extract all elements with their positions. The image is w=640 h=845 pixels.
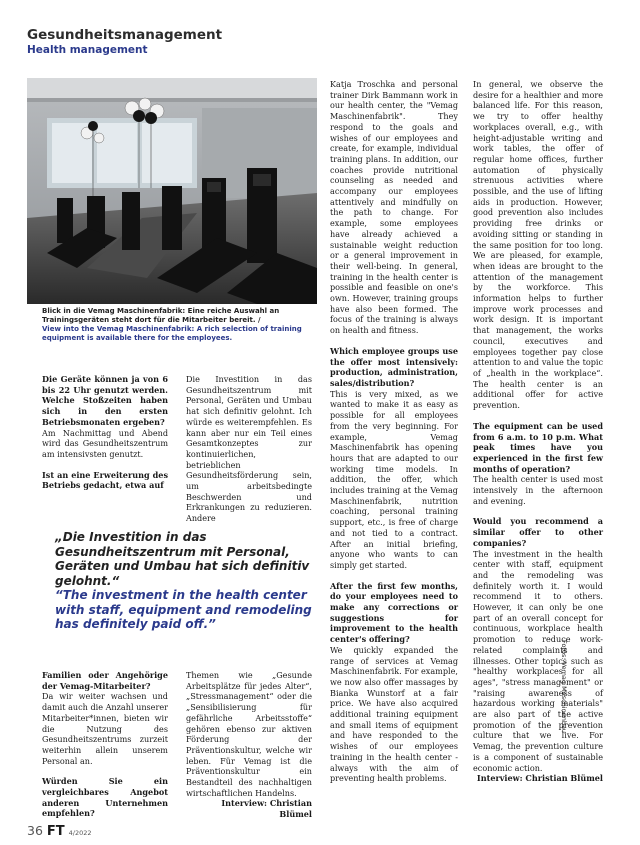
column-1-bottom (42, 670, 168, 819)
answer: The investment in the health center with staff, equipment and the remodeling was definitely worth it. I would recommend it to others. However, it can only be one part of an overall concept for continuous, workplace health promotion to reduce work-related complaints and illnesses. Other topics such as "healthy workplaces for all ages", "stress management" or "raising awareness of hazardous working materials" are also part of the active promotion of the prevention culture that we live. For Vemag, the prevention culture is a component of sustainable economic action. (473, 548, 603, 773)
question: Ist an eine Erweiterung des Betriebs gedacht, etwa auf (42, 469, 168, 491)
answer: Die Investition in das Gesundheitszentrum mit Personal, Geräten und Umbau hat sich definitiv gelohnt. Ich würde es weiterempfehlen. Es kann aber nur ein Teil eines Gesamtkonzeptes zur kontinuierlichen, betrieblichen Gesundheitsförderung sein, um arbeitsbedingte Beschwerden und Erkrankungen zu reduzieren. Andere (186, 374, 312, 524)
photo-caption (42, 307, 317, 343)
column-1-top (42, 374, 168, 491)
page-number: 36 (27, 823, 43, 838)
section-title-en: Health management (27, 44, 148, 56)
pull-quote-de: „Die Investition in das Gesundheitszentrum mit Personal, Geräten und Umbau hat sich definitiv gelohnt.“ (55, 530, 310, 588)
question: After the first few months, do your employees need to make any corrections or suggestions for improvement to the health center's offering? (330, 580, 458, 645)
photo-caption-de: Blick in die Vemag Maschinenfabrik: Eine reiche Auswahl an Trainingsgeräten steht dort für die Mitarbeiter bereit. / (42, 307, 280, 324)
question: Würden Sie ein vergleichbares Angebot anderen Unternehmen empfehlen? (42, 776, 168, 819)
gym-photo (27, 78, 317, 304)
magazine-logo: FT (46, 824, 65, 839)
question: The equipment can be used from 6 a.m. to 10 p.m. What peak times have you experienced in the first few months of operation? (473, 420, 603, 474)
answer: This is very mixed, as we wanted to make it as easy as possible for all employees from the very beginning. For example, Vemag Maschinenfabrik has opening hours that are adapted to our working time models. In addition, the offer, which includes training at the Vemag Maschinenfabrik, nutrition coaching, personal training support, etc., is free of charge and not tied to a contract. After an initial briefing, anyone who wants to can simply get started. (330, 388, 458, 570)
answer: Themen wie „Gesunde Arbeitsplätze für jedes Alter“, „Stressmanagement“ oder die „Sensibilisierung für gefährliche Arbeitsstoffe“ gehören ebenso zur aktiven Förderung der Präventionskultur, welche wir leben. Für Vemag ist die Präventionskultur ein Bestandteil des nachhaltigen wirtschaftlichen Handelns. (186, 670, 312, 798)
question: Familien oder Angehörige der Vemag-Mitarbeiter? (42, 670, 168, 691)
pull-quote-en: “The investment in the health center with staff, equipment and remodeling has definitely paid off.” (55, 588, 312, 631)
answer: Da wir weiter wachsen und damit auch die Anzahl unserer Mitarbeiter*innen, bieten wir die Nutzung des Gesundheitszentrums zurzeit weiterhin allein unserem Personal an. (42, 691, 169, 766)
answer: Am Nachmittag und Abend wird das Gesundheitszentrum am intensivsten genutzt. (42, 427, 168, 459)
column-2-top (186, 374, 312, 524)
question: Which employee groups use the offer most intensively: production, administration, sales/distribution? (330, 345, 458, 388)
photo-credit: Fotos: Vemag Maschinenbau (560, 640, 568, 734)
column-4 (473, 79, 603, 784)
page-footer (27, 820, 92, 839)
column-3 (330, 79, 458, 784)
answer: In general, we observe the desire for a healthier and more balanced life. For this reason, we try to offer healthy workplaces overall, e.g., with height-adjustable writing and work tables, the offer of regular home offices, further automation of physically strenuous activities where possible, and the use of lifting aids in production. However, good prevention also includes providing free drinks or avoiding sitting or standing in the same position for too long. We are pleased, for example, when ideas are brought to the attention of the management by the workforce. This information helps to further improve work processes and work design. It is important that management, the works council, executives and employees together pay close attention to and value the topic of „health in the workplace“. The health center is an additional offer for active prevention. (473, 79, 603, 411)
question: Die Geräte können ja von 6 bis 22 Uhr genutzt werden. Welche Stoßzeiten haben sich in den ersten Betriebsmonaten ergeben? (42, 374, 168, 427)
column-2-bottom (186, 670, 312, 820)
issue-number: 4/2022 (68, 829, 92, 837)
interview-credit: Interview: Christian Blümel (221, 798, 312, 820)
answer: We quickly expanded the range of services at Vemag Maschinenfabrik. For example, we now also offer massages by Bianka Wunstorf at a fair price. We have also acquired additional training equipment and small items of equipment and have responded to the wishes of our employees training in the health center - always with the aim of preventing health problems. (330, 644, 458, 784)
pull-quote (55, 530, 317, 632)
photo-caption-en: View into the Vemag Maschinenfabrik: A rich selection of training equipment is available there for the employees. (42, 325, 302, 342)
section-title-de: Gesundheitsmanagement (27, 27, 223, 43)
interview-credit: Interview: Christian Blümel (476, 773, 603, 784)
question: Would you recommend a similar offer to other companies? (473, 516, 603, 548)
answer: Katja Troschka and personal trainer Dirk Bammann work in our health center, the "Vemag Maschinenfabrik". They respond to the goals and wishes of our employees and create, for example, individual training plans. In addition, our coaches provide nutritional counseling as needed and accompany our employees attentively and mindfully on the path to change. For example, some employees have already achieved a sustainable weight reduction or a general improvement in their well-being. In general, training in the health center is possible and feasible on one's own. However, training groups have also been formed. The focus of the training is always on health and fitness. (330, 79, 458, 336)
answer: The health center is used most intensively in the afternoon and evening. (473, 474, 603, 506)
